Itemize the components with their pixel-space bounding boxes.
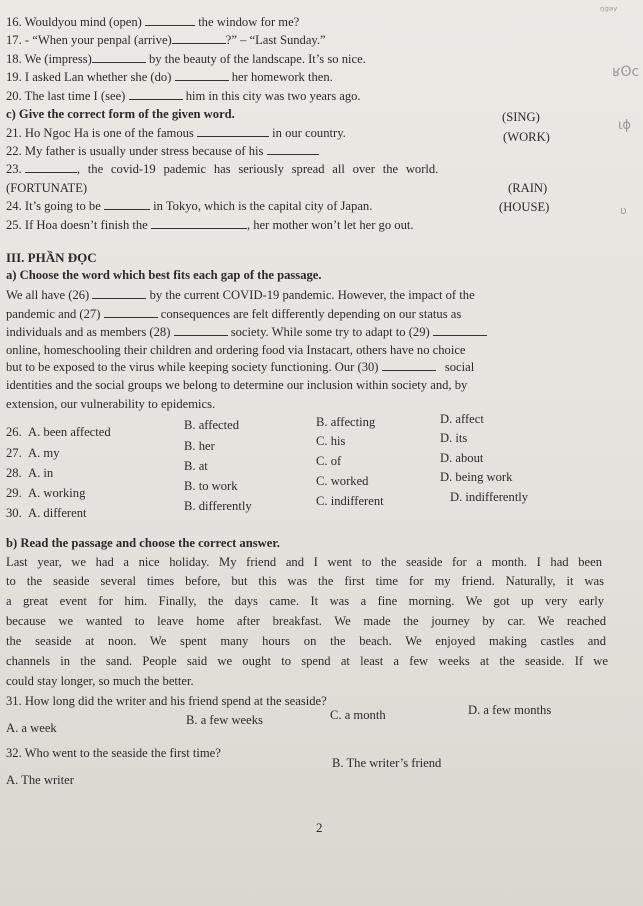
q29-option-a[interactable]: A. working	[28, 486, 86, 500]
question-24-text: in Tokyo, which is the capital city of Japan.	[153, 199, 373, 213]
question-18	[6, 52, 366, 67]
passage-b-line: the seaside at noon. We spent many hours on the beach. We enjoyed making castles and	[6, 634, 606, 648]
q26-option-a[interactable]: A. been affected	[28, 425, 111, 439]
q31-option-d[interactable]: D. a few months	[468, 703, 552, 717]
passage-a-text: social	[444, 360, 475, 374]
passage-a-text: pandemic and (27)	[6, 307, 101, 321]
q27-option-b[interactable]: B. her	[184, 439, 215, 453]
question-19-text: her homework then.	[231, 70, 333, 84]
answer-blank[interactable]	[172, 33, 226, 44]
answer-blank[interactable]	[92, 52, 146, 63]
word-hint-sing: (SING)	[502, 110, 540, 124]
question-25-text: 25. If Hoa doesn’t finish the	[6, 218, 148, 232]
margin-scribble-icon: ʋ	[620, 204, 627, 217]
answer-blank[interactable]	[267, 144, 319, 155]
passage-a-text: We all have (26)	[6, 288, 90, 302]
question-21-text: 21. Ho Ngoc Ha is one of the famous	[6, 126, 194, 140]
q28-option-c[interactable]: C. of	[316, 454, 342, 468]
question-19	[6, 70, 333, 85]
passage-a-text: consequences are felt differently depending on our status as	[160, 307, 462, 321]
q29-option-b[interactable]: B. to work	[184, 479, 238, 493]
question-25-text: , her mother won’t let her go out.	[246, 218, 414, 232]
passage-a-line	[6, 325, 487, 340]
question-24	[6, 199, 372, 214]
passage-a-text: society. While some try to adapt to (29)	[230, 325, 430, 339]
question-23	[6, 162, 594, 177]
q32-option-b[interactable]: B. The writer’s friend	[332, 756, 442, 770]
answer-blank[interactable]	[433, 325, 487, 336]
answer-blank[interactable]	[104, 199, 150, 210]
answer-blank[interactable]	[174, 325, 228, 336]
q30-option-c[interactable]: C. indifferent	[316, 494, 384, 508]
q31-option-b[interactable]: B. a few weeks	[186, 713, 263, 727]
q29-option-c[interactable]: C. worked	[316, 474, 369, 488]
word-hint-rain: (RAIN)	[508, 181, 548, 195]
passage-b-line: to the seaside several times before, but this was the first time for my friend. Naturally, it was	[6, 574, 604, 588]
q27-option-a[interactable]: A. my	[28, 446, 60, 460]
question-18-text: 18. We (impress)	[6, 52, 92, 66]
question-17-text: ?” – “Last Sunday.”	[225, 33, 326, 47]
question-22-text: 22. My father is usually under stress because of his	[6, 144, 264, 158]
question-31-stem: 31. How long did the writer and his friend spend at the seaside?	[6, 694, 327, 708]
word-hint-fortunate: (FORTUNATE)	[6, 181, 88, 195]
question-25	[6, 218, 414, 233]
q26-option-b[interactable]: B. affected	[184, 418, 240, 432]
passage-a-line	[6, 360, 474, 375]
word-hint-house: (HOUSE)	[499, 200, 550, 214]
answer-blank[interactable]	[25, 162, 77, 173]
answer-blank[interactable]	[197, 126, 269, 137]
q28-number: 28.	[6, 466, 22, 480]
passage-b-line: because we wanted to leave home after breakfast. We made the journey by car. We reached	[6, 614, 606, 628]
q30-number: 30.	[6, 506, 22, 520]
passage-a-line: online, homeschooling their children and ordering food via Instacart, others have no choice	[6, 343, 466, 357]
q32-option-a[interactable]: A. The writer	[6, 773, 74, 787]
question-23-text: , the covid-19 pademic has seriously spread all over the world.	[76, 162, 439, 176]
passage-a-text: by the current COVID-19 pandemic. However, the impact of the	[149, 288, 475, 302]
page-number: 2	[316, 820, 323, 835]
margin-scribble-icon: ᵑᵍᵃʸ	[600, 4, 618, 17]
passage-a-line	[6, 307, 461, 322]
answer-blank[interactable]	[104, 307, 158, 318]
answer-blank[interactable]	[145, 15, 195, 26]
passage-a-text: individuals and as members (28)	[6, 325, 171, 339]
passage-b-line: could stay longer, so much the better.	[6, 674, 194, 688]
q31-option-c[interactable]: C. a month	[330, 708, 386, 722]
question-16-text: 16. Wouldyou mind (open)	[6, 15, 142, 29]
question-19-text: 19. I asked Lan whether she (do)	[6, 70, 172, 84]
passage-b-line: Last year, we had a nice holiday. My friend and I went to the seaside for a month. I had been	[6, 555, 602, 569]
q30-option-a[interactable]: A. different	[28, 506, 87, 520]
answer-blank[interactable]	[129, 89, 183, 100]
q27-number: 27.	[6, 446, 22, 460]
q30-option-d[interactable]: D. indifferently	[450, 490, 529, 504]
question-18-text: by the beauty of the landscape. It’s so nice.	[149, 52, 366, 66]
question-17-text: 17. - “When your penpal (arrive)	[6, 33, 172, 47]
question-21-text: in our country.	[272, 126, 346, 140]
q28-option-d[interactable]: D. about	[440, 451, 484, 465]
question-22	[6, 144, 319, 159]
q26-option-d[interactable]: D. affect	[440, 412, 484, 426]
answer-blank[interactable]	[92, 288, 146, 299]
q30-option-b[interactable]: B. differently	[184, 499, 252, 513]
question-16-text: the window for me?	[198, 15, 300, 29]
q28-option-b[interactable]: B. at	[184, 459, 208, 473]
passage-b-line: channels in the sand. People said we ought to spend at least a few weeks at the seaside. If we	[6, 654, 608, 668]
question-21	[6, 126, 346, 141]
q29-number: 29.	[6, 486, 22, 500]
question-20-text: him in this city was two years ago.	[185, 89, 361, 103]
question-23-text: 23.	[6, 162, 22, 176]
question-32-stem: 32. Who went to the seaside the first time?	[6, 746, 221, 760]
passage-b-line: a great event for him. Finally, the days came. It was a fine morning. We got up very early	[6, 594, 604, 608]
section-a-heading: a) Choose the word which best fits each gap of the passage.	[6, 268, 322, 282]
margin-scribble-icon: ɩɸ	[618, 118, 631, 133]
passage-a-line	[6, 288, 475, 303]
q28-option-a[interactable]: A. in	[28, 466, 54, 480]
section-c-heading: c) Give the correct form of the given word.	[6, 107, 235, 121]
word-hint-work: (WORK)	[503, 130, 550, 144]
q27-option-c[interactable]: C. his	[316, 434, 346, 448]
question-17	[6, 33, 326, 48]
question-16	[6, 15, 299, 30]
q26-number: 26.	[6, 425, 22, 439]
q27-option-d[interactable]: D. its	[440, 431, 468, 445]
margin-scribble-icon: ʁʘϲ	[612, 64, 640, 80]
passage-a-line: identities and the social groups we belong to determine our inclusion within society and, by	[6, 378, 468, 392]
answer-blank[interactable]	[151, 218, 247, 229]
answer-blank[interactable]	[382, 360, 436, 371]
question-24-text: 24. It’s going to be	[6, 199, 101, 213]
passage-a-text: but to be exposed to the virus while keeping society functioning. Our (30)	[6, 360, 379, 374]
question-20	[6, 89, 361, 104]
q29-option-d[interactable]: D. being work	[440, 470, 513, 484]
section-b-heading: b) Read the passage and choose the correct answer.	[6, 536, 280, 550]
question-20-text: 20. The last time I (see)	[6, 89, 126, 103]
q31-option-a[interactable]: A. a week	[6, 721, 57, 735]
passage-a-line: extension, our vulnerability to epidemics.	[6, 397, 216, 411]
answer-blank[interactable]	[175, 70, 229, 81]
section-3-title: III. PHẦN ĐỌC	[6, 250, 97, 265]
q26-option-c[interactable]: B. affecting	[316, 415, 376, 429]
